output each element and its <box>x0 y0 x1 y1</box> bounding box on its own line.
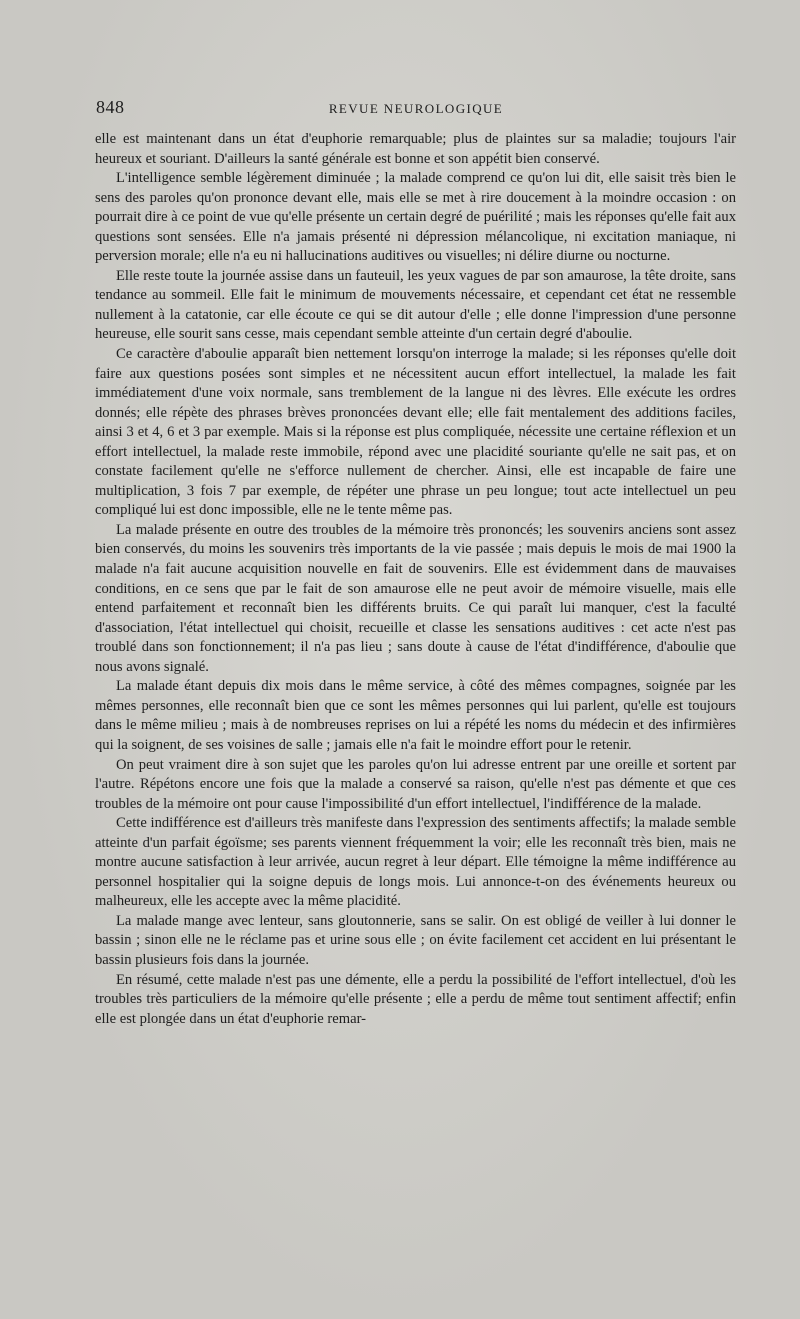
paragraph-3: Elle reste toute la journée assise dans un fauteuil, les yeux vagues de par son amaurose, la tête droite, sans tendance au sommeil. Elle fait le minimum de mouvements nécessaire, et cependant cet état ne ressemble nullement à la catatonie, car elle écoute ce qui se dit autour d'elle ; elle donne l'impression d'une personne heureuse, elle sourit sans cesse, mais cependant semble atteinte d'un certain degré d'aboulie. <box>95 267 736 343</box>
running-title: REVUE NEUROLOGIQUE <box>328 101 504 116</box>
article-body <box>95 130 736 1029</box>
paragraph-4: Ce caractère d'aboulie apparaît bien nettement lorsqu'on interroge la malade; si les réponses qu'elle doit faire aux questions posées sont simples et ne nécessitent aucun effort intellectuel, la malade les fait immédiatement d'une voix normale, sans tremblement de la langue ni des lèvres. Elle exécute les ordres donnés; elle répète des phrases brèves prononcées devant elle; elle fait mentalement des additions faciles, ainsi 3 et 4, 6 et 3 par exemple. Mais si la réponse est plus compliquée, nécessite une certaine réflexion et un effort intellectuel, la malade reste immobile, répond avec une placidité souriante qu'elle ne sait pas, et on constate facilement qu'elle ne s'efforce nullement de chercher. Ainsi, elle est incapable de faire une multiplication, 3 fois 7 par exemple, de répéter une phrase un peu longue; tout acte intellectuel un peu compliqué lui est donc impossible, elle ne le tente même pas. <box>95 346 736 519</box>
paragraph-8: Cette indifférence est d'ailleurs très manifeste dans l'expression des sentiments affectifs; la malade semble atteinte d'un parfait égoïsme; ses parents viennent fréquemment la voir; elle les reconnaît très bien, mais ne montre aucune satisfaction à leur arrivée, aucun regret à leur départ. Elle témoigne la même indifférence au personnel hospitalier qui la soigne depuis de longs mois. Lui annonce-t-on des événements heureux ou malheureux, elle les accepte avec la même placidité. <box>95 815 736 910</box>
paragraph-2: L'intelligence semble légèrement diminuée ; la malade comprend ce qu'on lui dit, elle saisit très bien le sens des paroles qu'on prononce devant elle, mais elle se met à rire doucement à la moindre occasion : on pourrait dire à ce point de vue qu'elle présente un certain degré de puérilité ; mais les réponses qu'elle fait aux questions sont sensées. Elle n'a jamais présenté ni dépression mélancolique, ni excitation maniaque, ni perversion morale; elle n'a eu ni hallucinations auditives ou visuelles; ni délire diurne ou nocturne. <box>95 170 736 265</box>
page-header <box>96 97 736 121</box>
paragraph-1: elle est maintenant dans un état d'euphorie remarquable; plus de plaintes sur sa maladie; toujours l'air heureux et souriant. D'ailleurs la santé générale est bonne et son appétit bien conservé. <box>95 131 736 167</box>
paragraph-5: La malade présente en outre des troubles de la mémoire très prononcés; les souvenirs anciens sont assez bien conservés, du moins les souvenirs très importants de la vie passée ; mais depuis le mois de mai 1900 la malade n'a fait aucune acquisition nouvelle en fait de souvenirs. Elle est évidemment dans de mauvaises conditions, en ce sens que par le fait de son amaurose elle ne peut avoir de mémoire visuelle, mais elle entend parfaitement et reconnaît bien les différents bruits. Ce qui paraît lui manquer, c'est la faculté d'association, l'état intellectuel qui choisit, recueille et classe les sensations auditives : cet acte n'est pas troublé dans son fonctionnement; il n'a pas lieu ; sans doute à cause de l'état d'indifférence, d'aboulie que nous avons signalé. <box>95 521 736 675</box>
page-number: 848 <box>96 97 125 117</box>
paragraph-6: La malade étant depuis dix mois dans le même service, à côté des mêmes compagnes, soignée par les mêmes personnes, elle reconnaît bien que ce sont les mêmes personnes qui lui parlent, qu'elle est toujours dans le même milieu ; mais à de nombreuses reprises on lui a répété les noms du médecin et des infirmières qui la soignent, de ses voisines de salle ; jamais elle n'a fait le moindre effort pour le retenir. <box>95 678 736 753</box>
paragraph-9: La malade mange avec lenteur, sans gloutonnerie, sans se salir. On est obligé de veiller à lui donner le bassin ; sinon elle ne le réclame pas et urine sous elle ; on évite facilement cet accident en lui présentant le bassin plusieurs fois dans la journée. <box>95 912 736 968</box>
paragraph-10: En résumé, cette malade n'est pas une démente, elle a perdu la possibilité de l'effort intellectuel, d'où les troubles très particuliers de la mémoire qu'elle présente ; elle a perdu de même tout sentiment affectif; enfin elle est plongée dans un état d'euphorie remar- <box>95 971 736 1027</box>
paragraph-7: On peut vraiment dire à son sujet que les paroles qu'on lui adresse entrent par une oreille et sortent par l'autre. Répétons encore une fois que la malade a conservé sa raison, qu'elle n'est pas démente et que ces troubles de la mémoire ont pour cause l'impossibilité d'un effort intellectuel, l'indifférence de la malade. <box>95 756 736 812</box>
